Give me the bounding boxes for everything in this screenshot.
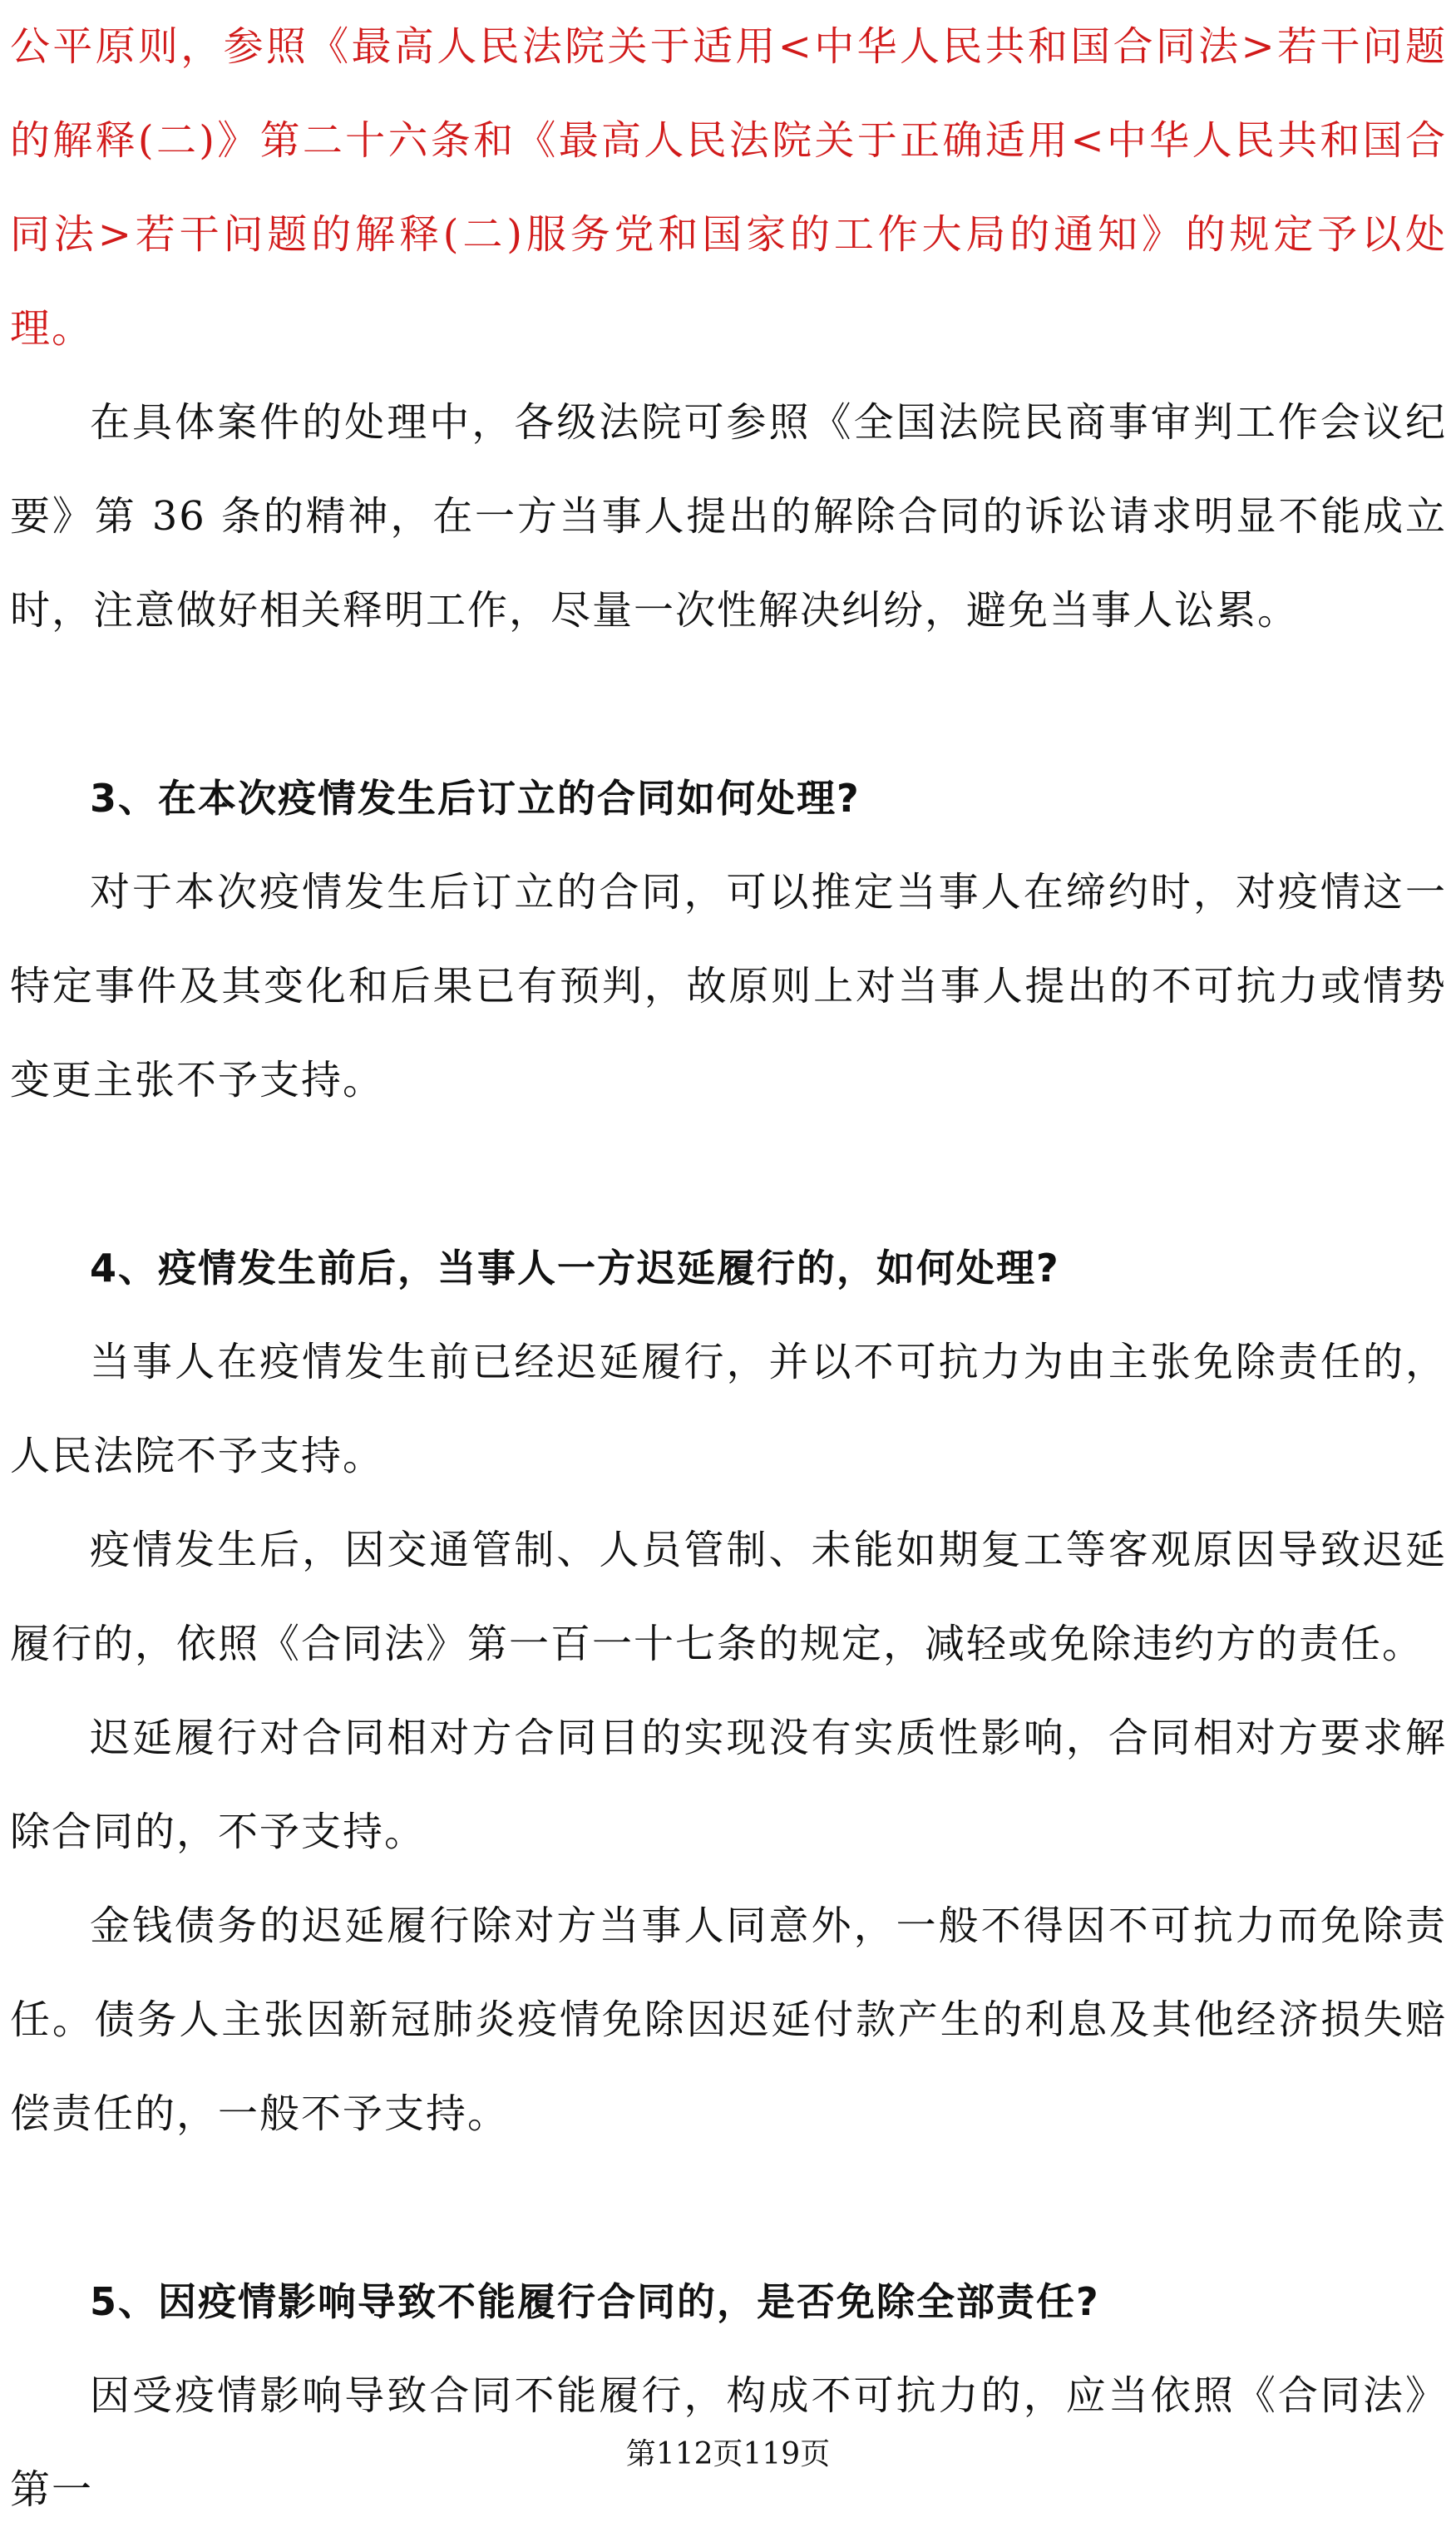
case-handling-paragraph: 在具体案件的处理中，各级法院可参照《全国法院民商事审判工作会议纪要》第 36 条的精神，在一方当事人提出的解除合同的诉讼请求明显不能成立时，注意做好相关释明工作，尽量一次性解决纠纷，避免当事人讼累。 xyxy=(10,399,1447,634)
red-continued-paragraph: 公平原则，参照《最高人民法院关于适用<中华人民共和国合同法>若干问题的解释(二)》第二十六条和《最高人民法院关于正确适用<中华人民共和国合同法>若干问题的解释(二)服务党和国家的工作大局的通知》的规定予以处理。 xyxy=(10,23,1447,352)
document-body xyxy=(10,0,1447,2537)
section-gap xyxy=(10,2161,1447,2255)
section-5-heading: 5、因疫情影响导致不能履行合同的，是否免除全部责任? xyxy=(90,2279,1100,2324)
section-4-paragraph-4: 金钱债务的迟延履行除对方当事人同意外，一般不得因不可抗力而免除责任。债务人主张因新冠肺炎疫情免除因迟延付款产生的利息及其他经济损失赔偿责任的，一般不予支持。 xyxy=(10,1903,1447,2137)
page-footer xyxy=(0,2436,1456,2473)
section-3-paragraph: 对于本次疫情发生后订立的合同，可以推定当事人在缔约时，对疫情这一特定事件及其变化和后果已有预判，故原则上对当事人提出的不可抗力或情势变更主张不予支持。 xyxy=(10,869,1447,1103)
section-4-paragraph-3: 迟延履行对合同相对方合同目的实现没有实质性影响，合同相对方要求解除合同的，不予支持。 xyxy=(10,1715,1447,1855)
section-5-paragraph: 因受疫情影响导致合同不能履行，构成不可抗力的，应当依照《合同法》第一 xyxy=(10,2372,1447,2513)
section-4-paragraph-1: 当事人在疫情发生前已经迟延履行，并以不可抗力为由主张免除责任的，人民法院不予支持。 xyxy=(10,1339,1447,1479)
section-3-heading: 3、在本次疫情发生后订立的合同如何处理? xyxy=(90,776,861,821)
page-number-label: 第112页119页 xyxy=(625,2437,831,2471)
section-4-heading: 4、疫情发生前后，当事人一方迟延履行的，如何处理? xyxy=(90,1246,1060,1291)
section-4-paragraph-2: 疫情发生后，因交通管制、人员管制、未能如期复工等客观原因导致迟延履行的，依照《合同法》第一百一十七条的规定，减轻或免除违约方的责任。 xyxy=(10,1527,1447,1667)
section-gap xyxy=(10,1128,1447,1222)
section-gap xyxy=(10,658,1447,752)
